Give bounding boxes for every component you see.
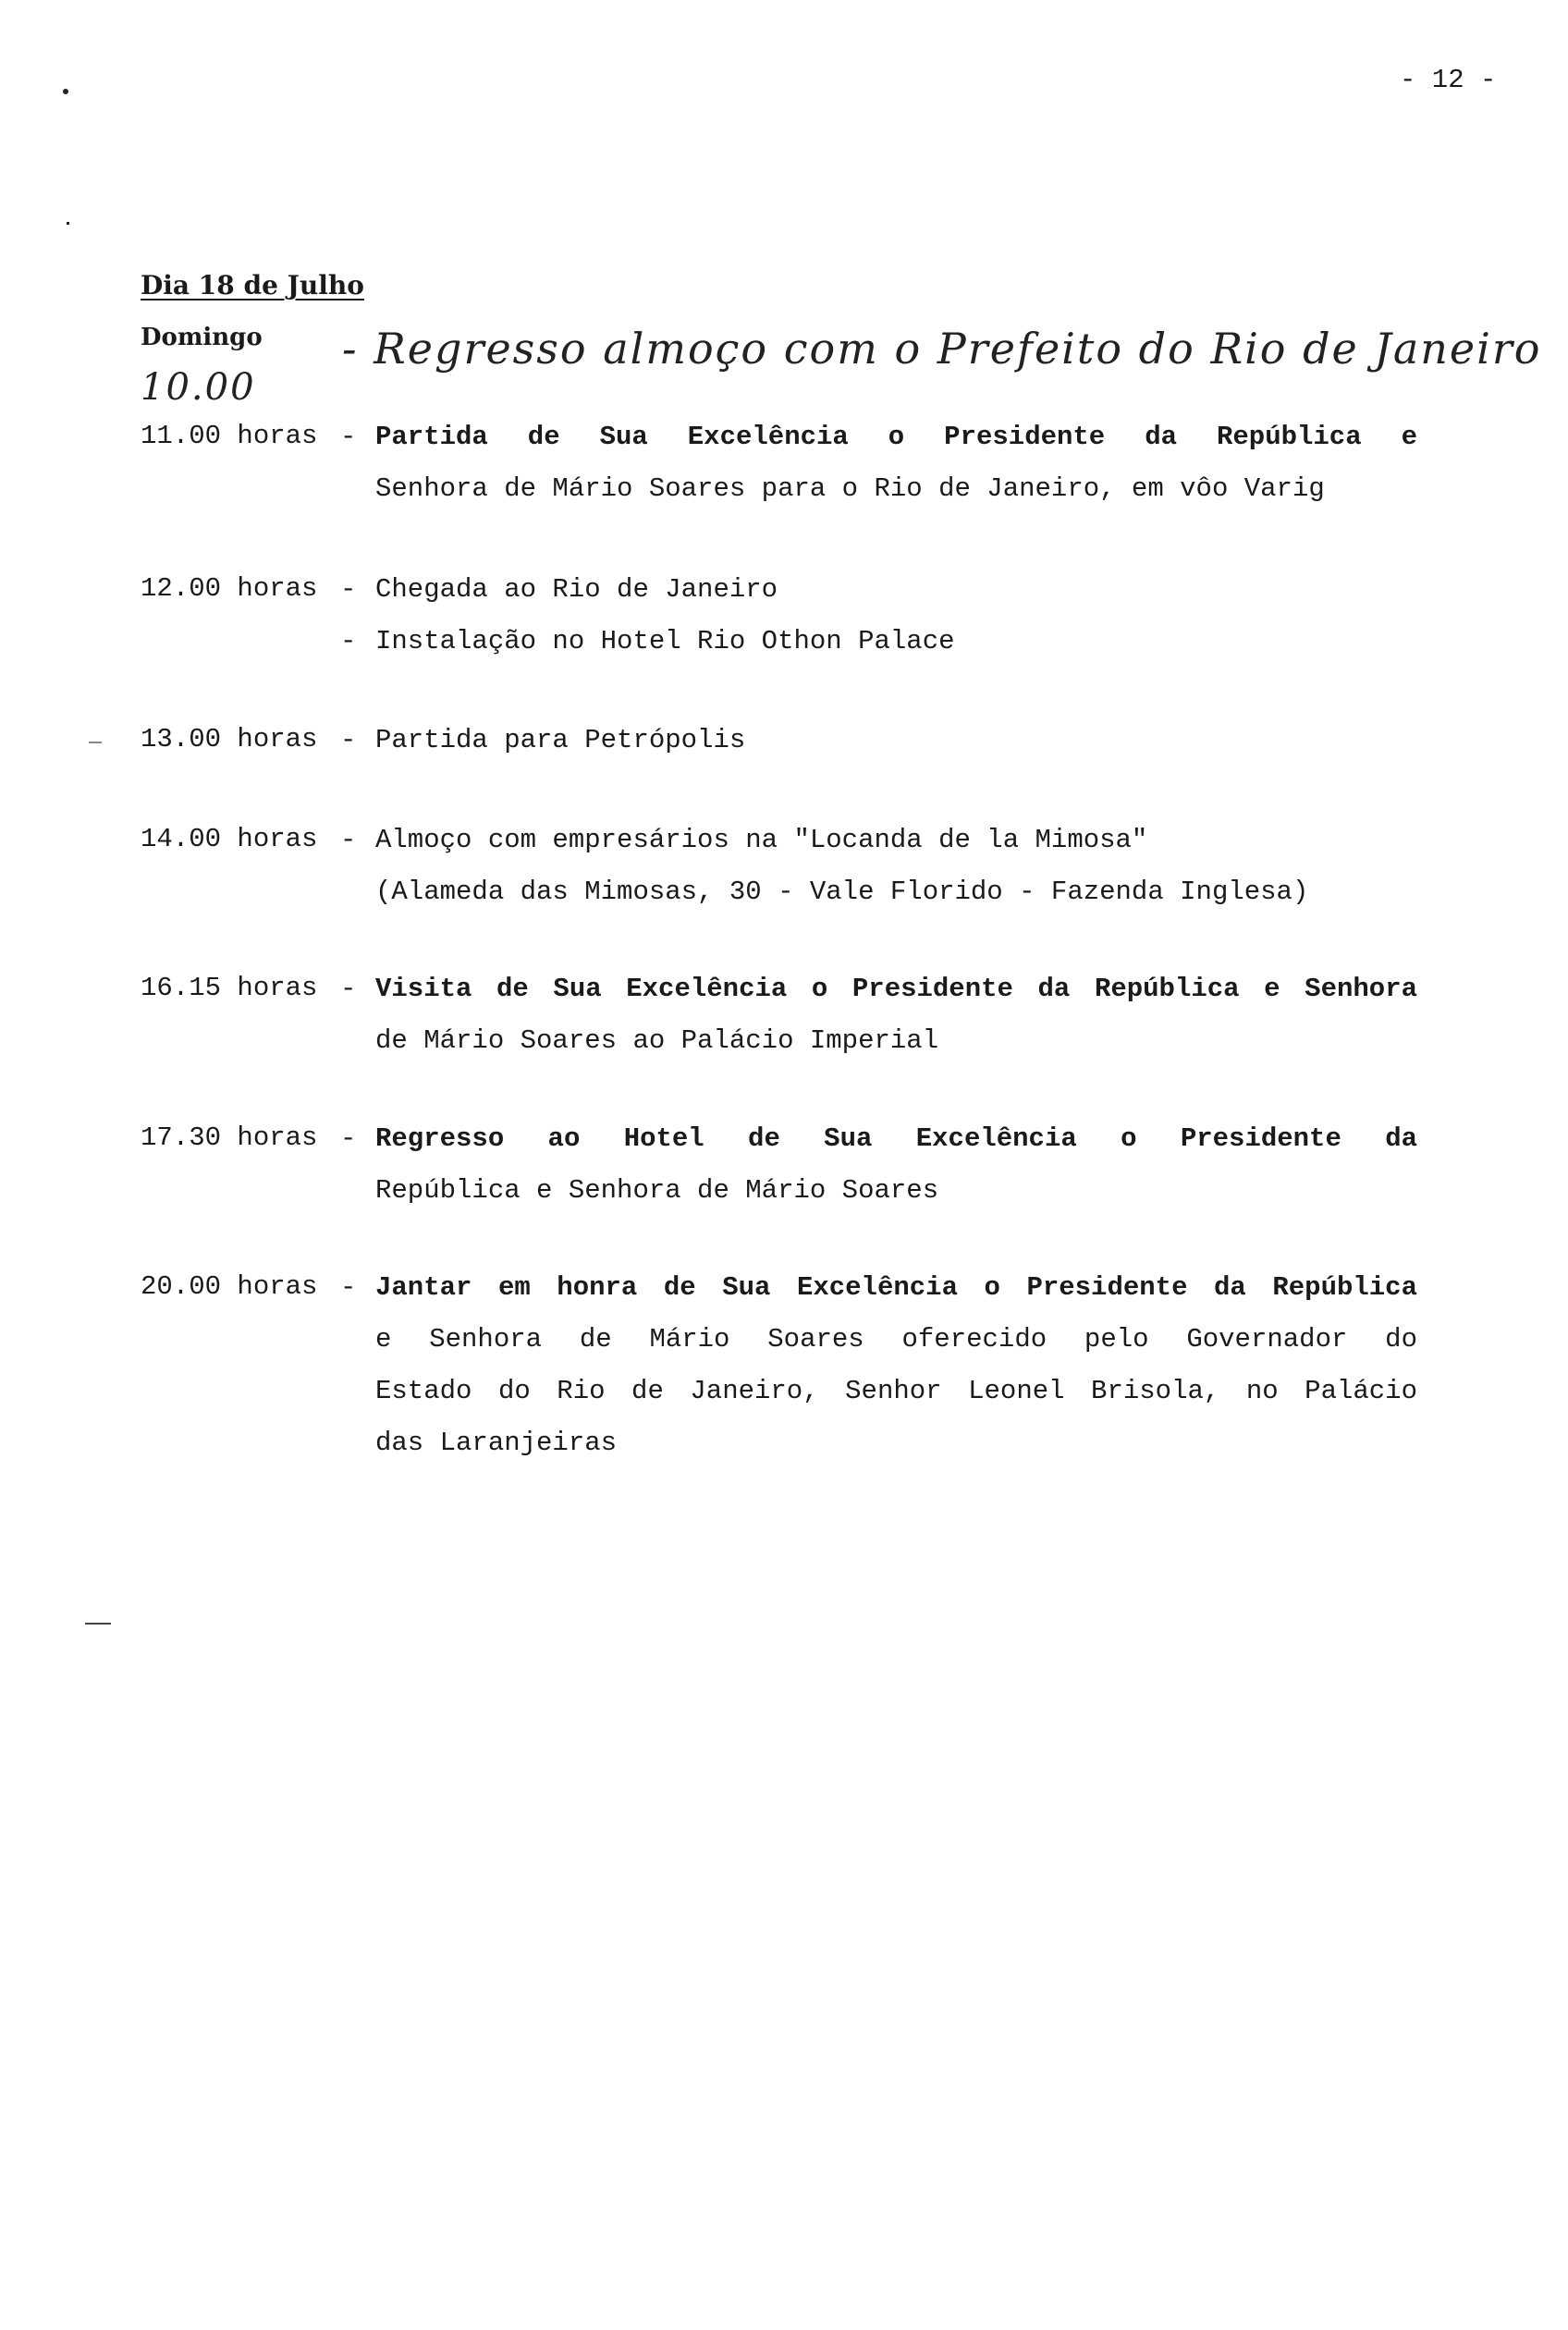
entry-dash: - [340,1123,357,1154]
entry-lines [340,973,1524,1076]
entry-line [340,973,1524,1024]
entry-line [340,625,1524,677]
entry-line [340,1375,1524,1427]
scan-mark [85,1623,111,1625]
day-title: Dia 18 de Julho [141,270,364,300]
entry-text: Visita de Sua Excelência o Presidente da República e Senhora [375,974,1417,1004]
entry-line [340,472,1524,524]
entry-time: 16.15 horas [141,973,318,1003]
entry-line [340,876,1524,927]
scan-mark [63,89,68,94]
entry-lines [340,421,1524,524]
entry-line [340,724,1524,776]
entry-text: (Alameda das Mimosas, 30 - Vale Florido - Fazenda Inglesa) [375,877,1309,907]
entry-text: Almoço com empresários na "Locanda de la Mimosa" [375,825,1148,855]
weekday-label: Domingo [141,324,263,351]
entry-dash: - [340,825,357,855]
entry-line [340,1174,1524,1226]
scan-mark [89,742,102,743]
entry-time: 11.00 horas [141,421,318,451]
entry-text: Estado do Rio de Janeiro, Senhor Leonel Brisola, no Palácio [375,1376,1417,1406]
entry-dash: - [340,626,357,656]
entry-dash: - [340,974,357,1004]
handwritten-note: - Regresso almoço com o Prefeito do Rio de Janeiro [342,324,1542,374]
entry-text: e Senhora de Mário Soares oferecido pelo Governador do [375,1324,1417,1355]
entry-time: 12.00 horas [141,573,318,604]
entry-line [340,1427,1524,1478]
entry-text: de Mário Soares ao Palácio Imperial [375,1025,939,1056]
entry-time: 20.00 horas [141,1271,318,1302]
entry-lines [340,824,1524,927]
entry-time: 13.00 horas [141,724,318,754]
handwritten-time: 10.00 [141,366,256,409]
entry-dash: - [340,1272,357,1303]
scan-mark [67,222,69,225]
entry-lines [340,1271,1524,1478]
entry-dash: - [340,725,357,755]
entry-text: Regresso ao Hotel de Sua Excelência o Presidente da [375,1123,1417,1154]
entry-line [340,1271,1524,1323]
entry-text: Partida para Petrópolis [375,725,746,755]
entry-line [340,573,1524,625]
page-number: - 12 - [1400,65,1497,95]
entry-lines [340,573,1524,677]
entry-lines [340,724,1524,776]
entry-lines [340,1122,1524,1226]
entry-text: das Laranjeiras [375,1428,618,1458]
entry-line [340,421,1524,472]
entry-text: República e Senhora de Mário Soares [375,1175,939,1206]
entry-time: 14.00 horas [141,824,318,854]
entry-text: Instalação no Hotel Rio Othon Palace [375,626,955,656]
entry-line [340,824,1524,876]
entry-text: Chegada ao Rio de Janeiro [375,574,778,605]
entry-text: Jantar em honra de Sua Excelência o Presidente da República [375,1272,1417,1303]
entry-line [340,1024,1524,1076]
entry-line [340,1323,1524,1375]
entry-time: 17.30 horas [141,1122,318,1153]
entry-text: Senhora de Mário Soares para o Rio de Janeiro, em vôo Varig [375,473,1325,504]
entry-dash: - [340,574,357,605]
entry-text: Partida de Sua Excelência o Presidente da República e [375,422,1417,452]
entry-dash: - [340,422,357,452]
entry-line [340,1122,1524,1174]
